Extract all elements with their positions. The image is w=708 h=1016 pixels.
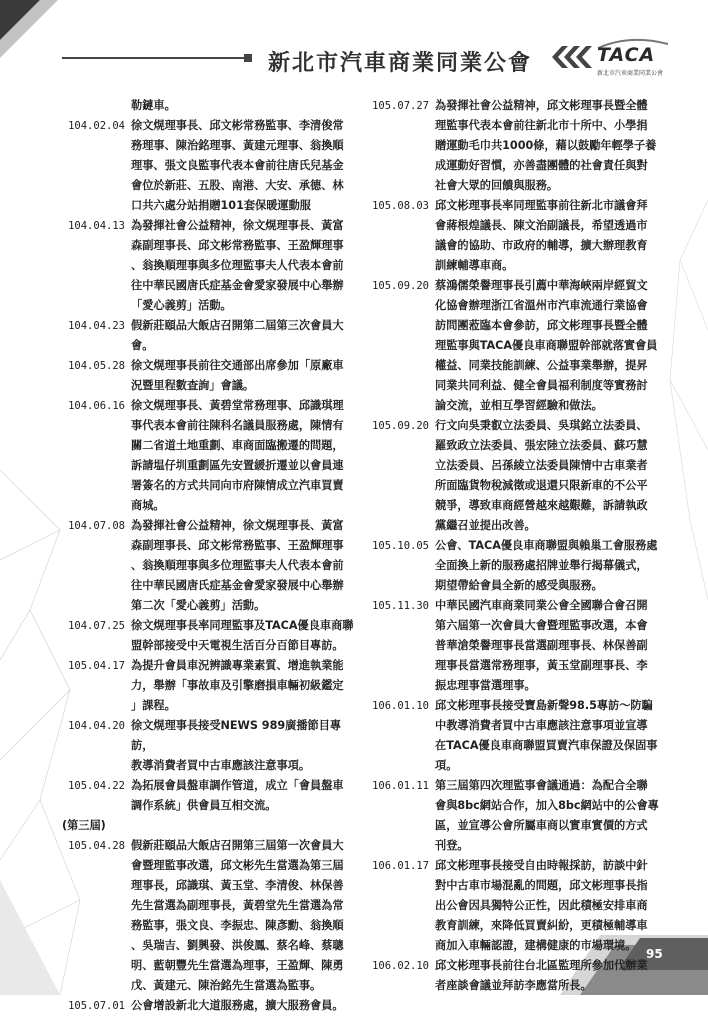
entry-date: 106.01.11 xyxy=(372,780,429,792)
entry-text: 假新莊頤品大飯店召開第三屆第一次會員大 會暨理監事改選，邱文彬先生當選為第三屆 理事長，邱識琪、黃玉堂、李清俊、林保善 先生當選為副理事長，黃碧堂先生當選為常 務監事，張文良、李振忠、陳彥勳、翁換順 、吳瑞吉、劉興發、洪俊鳳、蔡名峰、蔡聰 明、藍朝豐先生當選為理事，王盈輝、陳勇 戊、黃建元、陳治銘先生當選為監事。 xyxy=(131,839,344,992)
entry-date: 105.09.20 xyxy=(372,420,429,432)
entry-date: 104.07.08 xyxy=(68,520,125,532)
entry-date: 105.04.17 xyxy=(68,660,125,672)
entry-text: 公會、TACA優良車商聯盟與賴巢工會服務處 全面換上新的服務處招牌並舉行揭幕儀式， 期望帶給會員全新的感受與服務。 xyxy=(435,539,658,592)
right-column xyxy=(366,96,666,996)
entry-date: 104.04.20 xyxy=(68,720,125,732)
entry-date: 105.07.01 xyxy=(68,1000,125,1012)
section-label: (第三屆) xyxy=(62,819,106,832)
timeline-entry xyxy=(366,856,666,956)
bottom-left-shape xyxy=(0,880,60,995)
entry-text: 邱文彬理事長接受寶島新聲98.5專訪～防騙 中教導消費者買中古車應該注意事項並宣導 在TACA優良車商聯盟買賣汽車保證及保固事 項。 xyxy=(435,699,658,772)
entry-date: 104.05.28 xyxy=(68,360,125,372)
entry-date: 104.04.23 xyxy=(68,320,125,332)
timeline-entry xyxy=(366,196,666,276)
timeline-entry xyxy=(62,516,362,616)
header-chevrons-icon xyxy=(552,46,592,68)
timeline-entry xyxy=(62,656,362,716)
timeline-entry xyxy=(366,956,666,996)
entry-text: 徐文熀理事長前往交通部出席參加「原廠車 況暨里程數查詢」會議。 xyxy=(131,359,344,392)
timeline-entry xyxy=(62,616,362,656)
timeline-entry xyxy=(62,216,362,316)
timeline-entry xyxy=(62,996,362,1016)
timeline-entry xyxy=(62,116,362,216)
entry-date: 106.01.10 xyxy=(372,700,429,712)
entry-text: 徐文熀理事長接受NEWS 989廣播節目專訪， 教導消費者買中古車應該注意事項。 xyxy=(131,719,342,772)
timeline-entry xyxy=(366,96,666,196)
entry-date: 105.08.03 xyxy=(372,200,429,212)
entry-text: 徐文熀理事長率同理監事及TACA優良車商聯 盟幹部接受中天電視生活百分百節目專訪。 xyxy=(131,619,354,652)
entry-date: 104.02.04 xyxy=(68,120,125,132)
entry-text: 為發揮社會公益精神，徐文熀理事長、黃富 森副理事長、邱文彬常務監事、王盈輝理事 、翁換順理事與多位理監事夫人代表本會前 往中華民國唐氏症基金會愛家發展中心舉辦 「愛心義剪」活動。 xyxy=(131,219,344,312)
entry-text: 邱文彬理事長接受自由時報採訪，訪談中針 對中古車市場混亂的問題，邱文彬理事長指 出公會因具獨特公正性，因此積極安排車商 教育訓練，來降低買賣糾紛，更積極輔導車 商加入車輛認證，建構健康的市場環境。 xyxy=(435,859,648,952)
entry-date: 105.04.28 xyxy=(68,840,125,852)
entry-date: 105.10.05 xyxy=(372,540,429,552)
entry-date: 106.01.17 xyxy=(372,860,429,872)
timeline-entry xyxy=(62,396,362,516)
timeline-entry xyxy=(366,596,666,696)
timeline-entry xyxy=(366,776,666,856)
page-number: 95 xyxy=(646,947,663,961)
entry-text: 蔡鴻儒榮譽理事長引薦中華海峽兩岸經貿文 化協會辦理浙江省溫州市汽車流通行業協會 訪問團蒞臨本會參訪，邱文彬理事長暨全體 理監事與TACA優良車商聯盟幹部就落實會員 權益、同業技能訓練、公益事業舉辦，提昇 同業共同利益、健全會員福利制度等實務討 論交流，並相互學習經驗和做法。 xyxy=(435,279,658,412)
timeline-entry xyxy=(62,316,362,356)
entry-text: 為發揮社會公益精神，徐文熀理事長、黃富 森副理事長、邱文彬常務監事、王盈輝理事 、翁換順理事與多位理監事夫人代表本會前 往中華民國唐氏症基金會愛家發展中心舉辦 第二次「愛心義剪」活動。 xyxy=(131,519,344,612)
timeline-entry xyxy=(62,716,362,776)
timeline-entry xyxy=(62,836,362,996)
decorative-network-right xyxy=(670,200,708,600)
timeline-entry xyxy=(62,776,362,816)
entry-date: 105.09.20 xyxy=(372,280,429,292)
entry-text: 公會增設新北大道服務處，擴大服務會員。 xyxy=(131,999,344,1012)
entry-date: 106.02.10 xyxy=(372,960,429,972)
left-column xyxy=(62,96,362,1016)
taca-logo-subtitle: 新北市汽車商業同業公會 xyxy=(597,70,664,77)
entry-text: 勒鏈車。 xyxy=(131,99,176,112)
entry-text: 假新莊頤品大飯店召開第二屆第三次會員大 會。 xyxy=(131,319,344,352)
entry-text: 第三屆第四次理監事會議通過：為配合全聯 會與8bc網站合作，加入8bc網站中的公會專 區，並宣導公會所屬車商以實車實價的方式 刊登。 xyxy=(435,779,659,852)
header-rule-end xyxy=(244,54,252,62)
entry-text: 行文向吳秉叡立法委員、吳琪銘立法委員、 羅致政立法委員、張宏陸立法委員、蘇巧慧 立法委員、呂孫綾立法委員陳情中古車業者 所面臨貨物稅減徵或退還只限新車的不公平 競爭，導致車商經營越來越艱難，訴請執政 黨繼召並提出改善。 xyxy=(435,419,648,532)
entry-date: 105.11.30 xyxy=(372,600,429,612)
timeline-entry xyxy=(62,356,362,396)
entry-text: 為發揮社會公益精神，邱文彬理事長暨全體 理監事代表本會前往新北市十所中、小學捐 贈運動毛巾共1000條，藉以鼓勵年輕學子養 成運動好習慣，亦善盡團體的社會責任與對 社會大眾的回饋與服務。 xyxy=(435,99,657,192)
entry-text: 邱文彬理事長率同理監事前往新北市議會拜 會蔣根煌議長、陳文治副議長，希望透過市 議會的協助、市政府的輔導，擴大辦理教育 訓練輔導車商。 xyxy=(435,199,648,272)
entry-date: 105.04.22 xyxy=(68,780,125,792)
timeline-entry xyxy=(62,96,362,116)
entry-text: 為提升會員車況辨識專業素質、增進執業能 力，舉辦「事故車及引擎磨損車輛初級鑑定 」課程。 xyxy=(131,659,344,712)
taca-logo: TACA xyxy=(597,44,656,66)
timeline-entry xyxy=(366,416,666,536)
entry-date: 105.07.27 xyxy=(372,100,429,112)
timeline-entry xyxy=(366,696,666,776)
timeline-entry xyxy=(366,276,666,416)
entry-text: 為拓展會員盤車調作管道，成立「會員盤車 調作系統」供會員互相交流。 xyxy=(131,779,344,812)
entry-date: 104.04.13 xyxy=(68,220,125,232)
entry-date: 104.06.16 xyxy=(68,400,125,412)
entry-text: 徐文熀理事長、邱文彬常務監事、李清俊常 務理事、陳治銘理事、黃建元理事、翁換順 理事、張文良監事代表本會前往唐氏兒基金 會位於新莊、五股、南港、大安、承德、林 口共六處分站捐贈101套保暖運動服 xyxy=(131,119,344,212)
entry-text: 徐文熀理事長、黃碧堂常務理事、邱識琪理 事代表本會前往陳科名議員服務處，陳情有 關二省道土地重劃、車商面臨搬遷的問題， 訴請塭仔圳重劃區先安置緩折遷並以會員連 署簽名的方式共同向市府陳情成立汽車買賣 商城。 xyxy=(131,399,344,512)
entry-text: 邱文彬理事長前往台北區監理所參加代辦業 者座談會議並拜訪李應當所長。 xyxy=(435,959,648,992)
timeline-entry xyxy=(366,536,666,596)
header-title: 新北市汽車商業同業公會 xyxy=(268,51,533,76)
entry-text: 中華民國汽車商業同業公會全國聯合會召開 第六屆第一次會員大會暨理監事改選，本會 普華滄榮譽理事長當選副理事長、林保善副 理事長當選常務理事，黃玉堂副理事長、李 振忠理事當選理事。 xyxy=(435,599,648,692)
entry-date: 104.07.25 xyxy=(68,620,125,632)
